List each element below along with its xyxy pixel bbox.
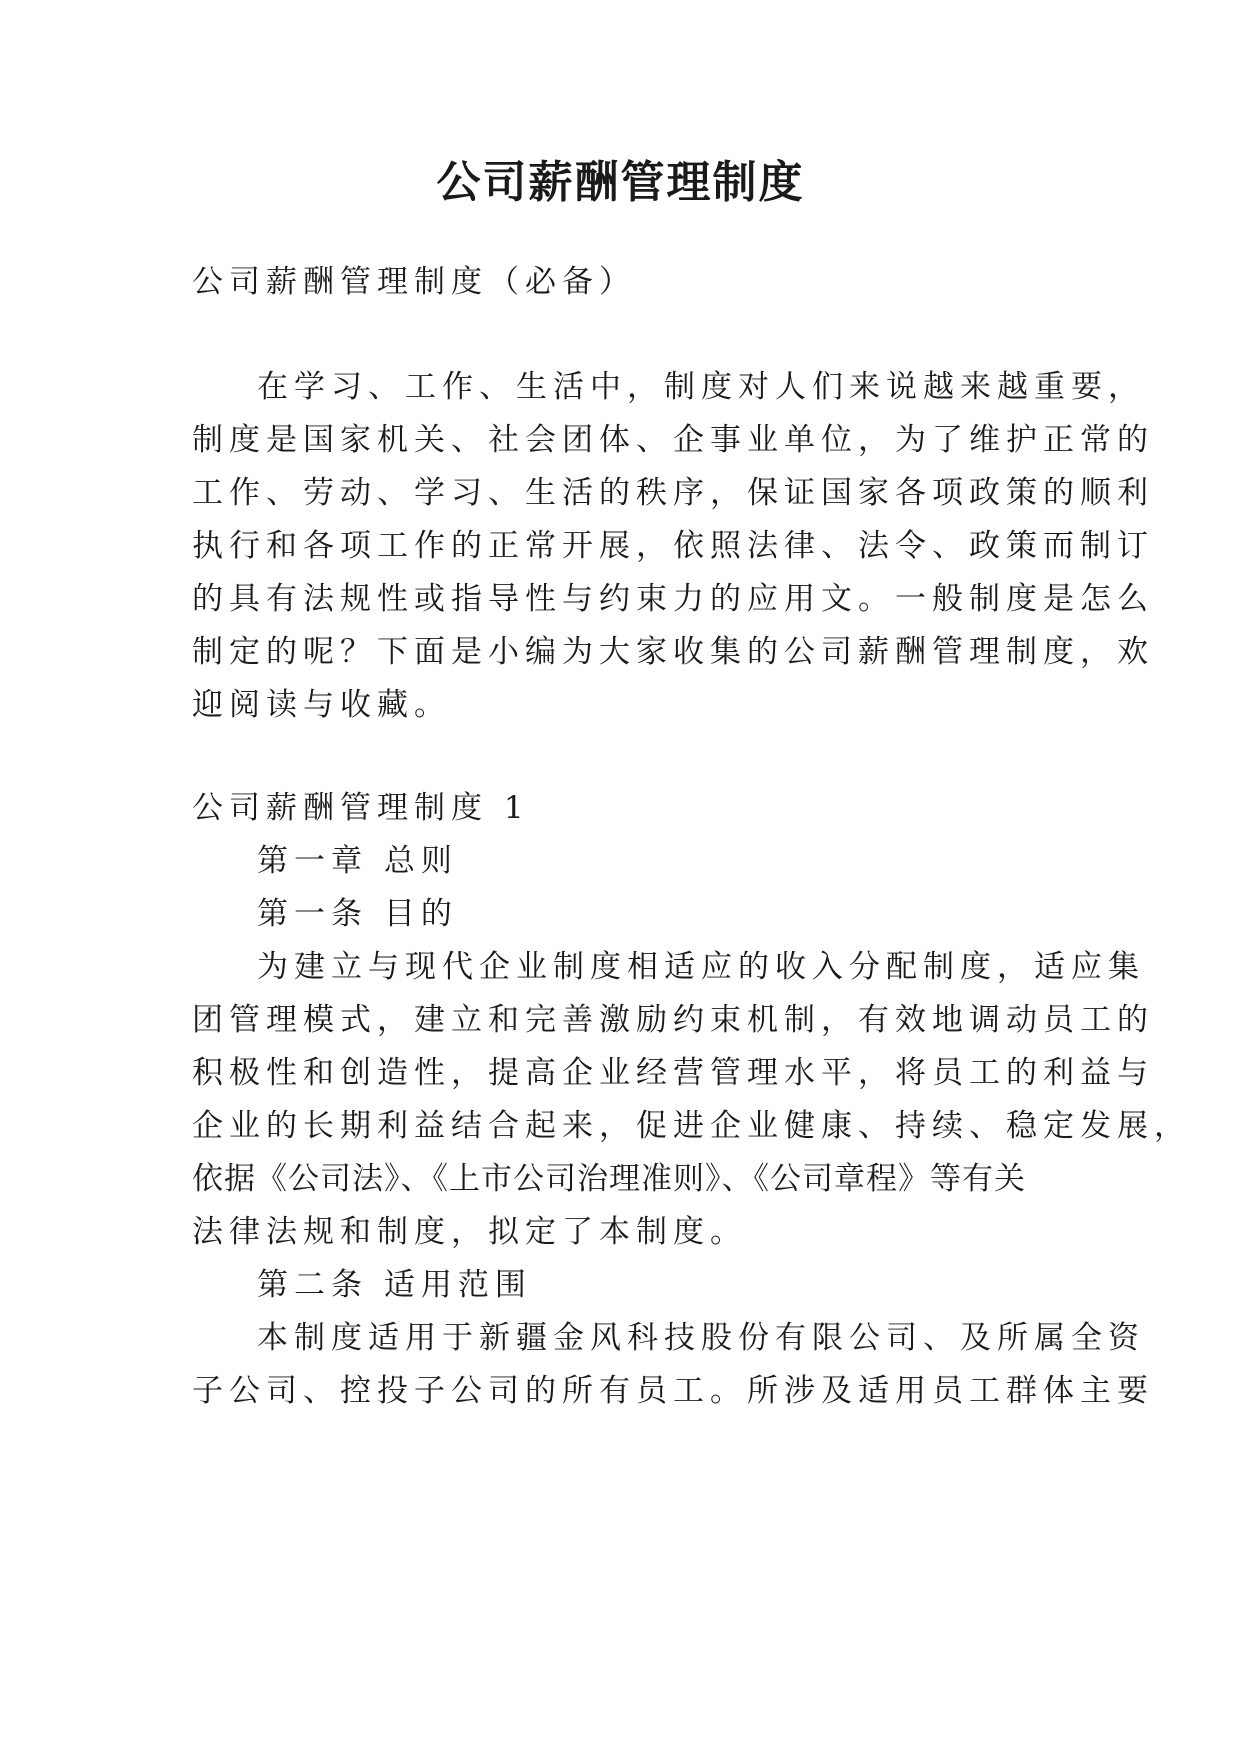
intro-line: 执行和各项工作的正常开展，依照法律、法令、政策而制订 — [192, 528, 1154, 564]
article1-line: 企业的长期利益结合起来，促进企业健康、持续、稳定发展， — [192, 1108, 1191, 1144]
article1-line: 积极性和创造性，提高企业经营管理水平，将员工的利益与 — [192, 1055, 1154, 1091]
article1-line: 依据《公司法》、《上市公司治理准则》、《公司章程》等有关 — [192, 1161, 1026, 1197]
intro-line: 在学习、工作、生活中，制度对人们来说越来越重要， — [257, 369, 1145, 405]
article1-line: 法律法规和制度，拟定了本制度。 — [192, 1214, 747, 1250]
article-heading: 第一条 目的 — [257, 896, 458, 932]
article2-line: 本制度适用于新疆金风科技股份有限公司、及所属全资 — [257, 1320, 1145, 1356]
intro-line: 迎阅读与收藏。 — [192, 687, 451, 723]
section-title: 公司薪酬管理制度 1 — [192, 790, 530, 826]
intro-line: 的具有法规性或指导性与约束力的应用文。一般制度是怎么 — [192, 581, 1154, 617]
article1-line: 为建立与现代企业制度相适应的收入分配制度，适应集 — [257, 949, 1145, 985]
intro-line: 工作、劳动、学习、生活的秩序，保证国家各项政策的顺利 — [192, 475, 1154, 511]
article2-line: 子公司、控投子公司的所有员工。所涉及适用员工群体主要 — [192, 1373, 1154, 1409]
article1-line: 团管理模式，建立和完善激励约束机制，有效地调动员工的 — [192, 1002, 1154, 1038]
document-title: 公司薪酬管理制度 — [436, 157, 805, 208]
intro-line: 制定的呢？下面是小编为大家收集的公司薪酬管理制度，欢 — [192, 634, 1154, 670]
article-heading: 第二条 适用范围 — [257, 1267, 532, 1303]
chapter-heading: 第一章 总则 — [257, 843, 458, 879]
document-subtitle: 公司薪酬管理制度（必备） — [192, 264, 636, 300]
intro-line: 制度是国家机关、社会团体、企事业单位，为了维护正常的 — [192, 422, 1154, 458]
